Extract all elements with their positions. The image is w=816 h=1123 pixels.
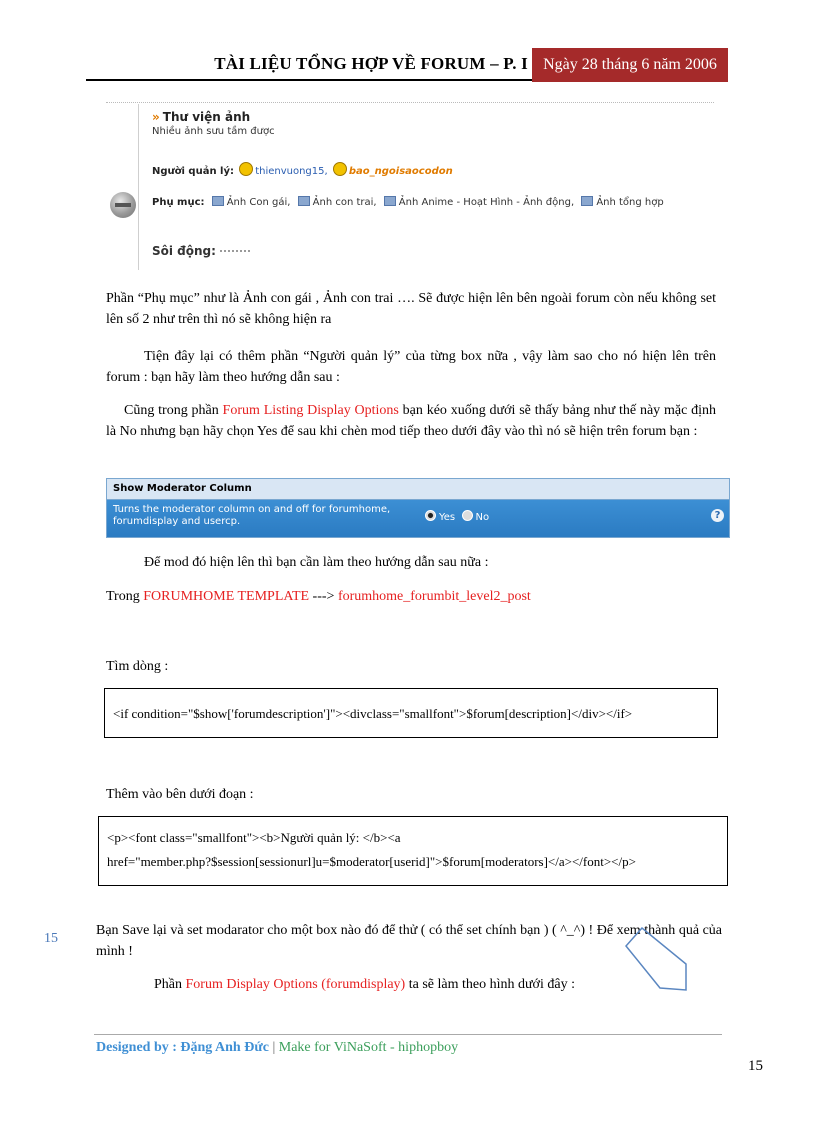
subforum-link: Ảnh con trai,: [312, 197, 377, 208]
setting-description: Turns the moderator column on and off for forumhome, forumdisplay and usercp.: [113, 504, 391, 527]
moderator-link: bao_ngoisaocodon: [348, 166, 453, 177]
paragraph-subforums: Phần “Phụ mục” như là Ảnh con gái , Ảnh con trai …. Sẽ được hiện lên bên ngoài forum còn nếu không set lên số 2 như trên thì nó sẽ không hiện ra: [106, 291, 716, 327]
subforum-link: Ảnh Con gái,: [226, 197, 291, 208]
header-date-badge: Ngày 28 tháng 6 năm 2006: [532, 48, 728, 82]
forum-status-icon: [110, 192, 136, 218]
forum-subforums: Phụ mục: Ảnh Con gái, Ảnh con trai, Ảnh Anime - Hoạt Hình - Ảnh động, Ảnh tổng hợp: [152, 197, 664, 208]
paragraph-save-test: Bạn Save lại và set modarator cho một box nào đó để thử ( có thể set chính bạn ) ( ^_^) ! Để xem thành quả của mình !: [96, 923, 722, 959]
divider: [106, 102, 714, 103]
folder-icon: [384, 196, 396, 206]
paragraph-listing-options: Cũng trong phần Forum Listing Display Options bạn kéo xuống dưới sẽ thấy bảng như thế này mặc định là No nhưng bạn hãy chọn Yes để sau khi chèn mod tiếp theo dưới đây vào thì nó sẽ hiện trên forum bạn :: [106, 403, 716, 439]
smiley-icon: [333, 162, 347, 176]
forum-title: » Thư viện ảnh: [152, 110, 251, 124]
paragraph-display-options: Phần Forum Display Options (forumdisplay) ta sẽ làm theo hình dưới đây :: [154, 977, 575, 992]
margin-page-number: 15: [44, 931, 58, 946]
header-rule: [86, 79, 532, 81]
folder-icon: [581, 196, 593, 206]
forum-description: Nhiều ảnh sưu tầm được: [152, 126, 275, 137]
yes-radio[interactable]: [425, 510, 436, 521]
forum-moderators: Người quản lý: thienvuong15, bao_ngoisaocodon: [152, 162, 453, 177]
paragraph-moderators: Tiện đây lại có thêm phần “Người quản lý” của từng box nữa , vậy làm sao cho nó hiện lên trên forum : bạn hãy làm theo hướng dẫn sau :: [106, 349, 716, 385]
setting-body: [107, 500, 729, 537]
pen-annotation-icon: [620, 924, 700, 996]
paragraph-mod-instructions: Để mod đó hiện lên thì bạn cần làm theo hướng dẫn sau nữa :: [144, 555, 489, 570]
moderator-column-setting: [106, 478, 730, 538]
setting-options: Yes No: [425, 510, 489, 523]
setting-heading: Show Moderator Column: [107, 479, 729, 500]
paragraph-add-below: Thêm vào bên dưới đoạn :: [106, 787, 254, 802]
activity-bar: [220, 250, 250, 252]
subforum-link: Ảnh tổng hợp: [596, 197, 664, 208]
footer-rule: [94, 1034, 722, 1035]
no-radio[interactable]: [462, 510, 473, 521]
folder-icon: [212, 196, 224, 206]
folder-icon: [298, 196, 310, 206]
help-icon[interactable]: ?: [711, 509, 724, 522]
paragraph-template-path: Trong FORUMHOME TEMPLATE ---> forumhome_forumbit_level2_post: [106, 589, 531, 604]
forum-preview-divider: [138, 104, 139, 270]
footer: Designed by : Đặng Anh Đức | Make for ViNaSoft - hiphopboy: [96, 1040, 459, 1055]
arrow-icon: »: [152, 110, 160, 124]
forum-activity: Sôi động:: [152, 244, 250, 258]
subforum-link: Ảnh Anime - Hoạt Hình - Ảnh động,: [398, 197, 575, 208]
code-box-find: <if condition="$show['forumdescription']"><divclass="smallfont">$forum[description]</div></if>: [104, 688, 718, 738]
moderator-link: thienvuong15,: [255, 166, 328, 177]
paragraph-find-line: Tìm dòng :: [106, 659, 169, 674]
page-number: 15: [748, 1058, 763, 1074]
smiley-icon: [239, 162, 253, 176]
document-header-title: TÀI LIỆU TỔNG HỢP VỀ FORUM – P. I: [214, 54, 528, 73]
code-box-add: <p><font class="smallfont"><b>Người quản lý: </b><a href="member.php?$session[sessionurl]u=$moderator[userid]">$forum[moderators]</a></font></p>: [98, 816, 728, 886]
